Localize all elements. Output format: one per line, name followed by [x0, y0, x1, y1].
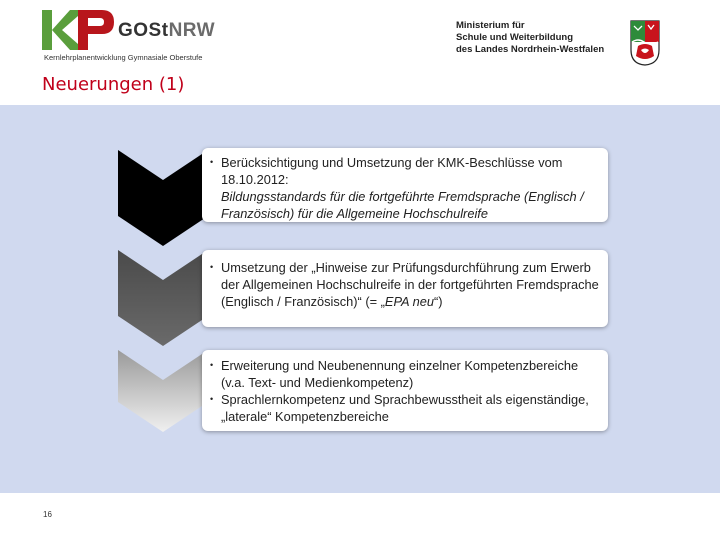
ministry-line-1: Ministerium für	[456, 20, 525, 31]
klp-logo-p-icon	[78, 10, 114, 50]
box-3-item-2	[210, 391, 604, 425]
box-2-text-suffix: “)	[434, 294, 443, 309]
chevron-step-1	[118, 150, 208, 246]
bullet: •	[210, 360, 214, 370]
chevron-step-2	[118, 250, 208, 346]
box-2-text-main: Umsetzung der „Hinweise zur Prüfungsdurchführung zum Erwerb der Allgemeinen Hochschulreife in der fortgeführten Fremdsprache (Englisch / Französisch)“ (= „	[221, 260, 599, 309]
ministry-line-2: Schule und Weiterbildung	[456, 32, 573, 43]
bullet: •	[210, 262, 214, 272]
bullet: •	[210, 394, 214, 404]
content-box-3	[202, 350, 608, 431]
box-1-text	[221, 154, 604, 222]
logo-wordmark	[118, 20, 215, 42]
box-3-text-2: Sprachlernkompetenz und Sprachbewusstheit als eigenständige, „laterale“ Kompetenzbereiche	[221, 392, 589, 424]
ministry-name	[456, 20, 604, 56]
process-chevrons	[118, 150, 208, 432]
box-2-text-em: EPA neu	[384, 294, 435, 309]
ministry-line-3: des Landes Nordrhein-Westfalen	[456, 44, 605, 55]
box-1-line-1: Berücksichtigung und Umsetzung der KMK-Beschlüsse vom 18.10.2012:	[221, 155, 563, 187]
box-2-item	[210, 259, 604, 310]
klp-logo-k-icon	[42, 10, 78, 50]
nrw-coat-of-arms-icon	[630, 20, 660, 66]
box-2-text	[221, 259, 604, 310]
content-box-1	[202, 148, 608, 222]
box-3-item-1	[210, 357, 604, 391]
logo-gost-text: GOSt	[118, 20, 169, 41]
box-1-item	[210, 154, 604, 222]
box-1-line-2: Bildungsstandards für die fortgeführte Fremdsprache (Englisch / Französisch) für die Allgemeine Hochschulreife	[221, 189, 584, 221]
logo-tagline: Kernlehrplanentwicklung Gymnasiale Oberstufe	[44, 53, 203, 62]
box-3-text-1: Erweiterung und Neubenennung einzelner Kompetenzbereiche (v.a. Text- und Medienkompetenz)	[221, 358, 579, 390]
chevron-step-3	[118, 350, 208, 432]
slide-title: Neuerungen (1)	[42, 74, 185, 95]
content-box-2	[202, 250, 608, 327]
bullet: •	[210, 157, 214, 167]
page-number: 16	[43, 510, 52, 519]
logo-nrw-text: NRW	[168, 20, 216, 41]
